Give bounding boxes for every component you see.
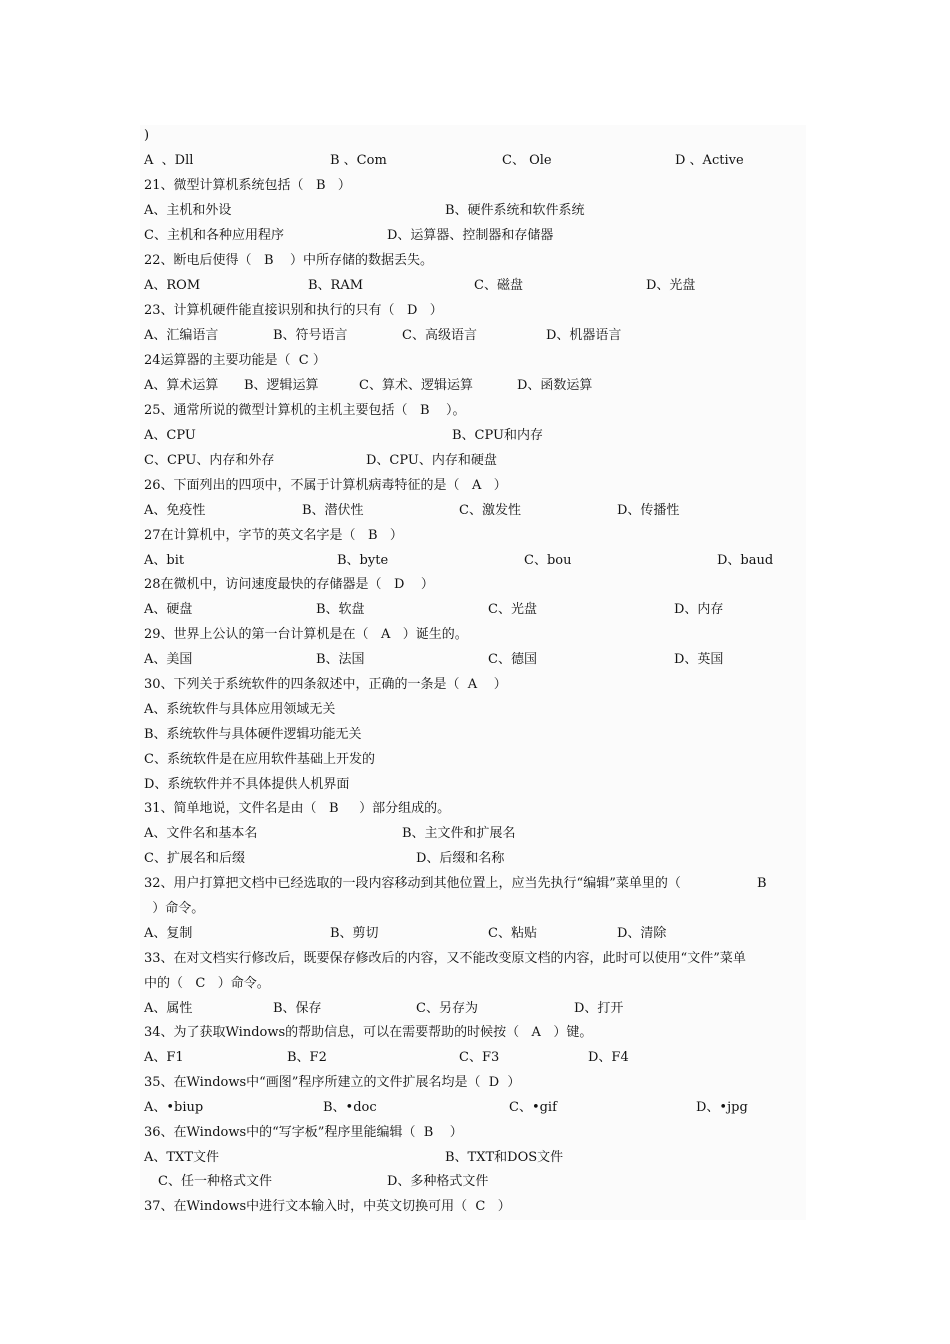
option: C、高级语言 bbox=[402, 328, 477, 343]
question-text: 32、用户打算把文档中已经选取的一段内容移动到其他位置上，应当先执行“编辑”菜单里的（ bbox=[144, 876, 681, 891]
option: B、剪切 bbox=[330, 926, 379, 941]
option: B 、Com bbox=[330, 153, 387, 168]
option: C、bou bbox=[524, 553, 572, 568]
options-line bbox=[144, 824, 516, 844]
option: D、机器语言 bbox=[546, 328, 622, 343]
option: A、ROM bbox=[144, 278, 201, 293]
option: D、多种格式文件 bbox=[387, 1174, 489, 1189]
options-line bbox=[144, 326, 622, 346]
question: 22、断电后使得（ B ）中所存储的数据丢失。 bbox=[144, 253, 434, 268]
question bbox=[144, 874, 767, 894]
option: B、RAM bbox=[308, 278, 364, 293]
text-line: C、系统软件是在应用软件基础上开发的 bbox=[144, 752, 375, 767]
text-line: ) bbox=[144, 128, 150, 143]
question: 35、在Windows中“画图”程序所建立的文件扩展名均是（ D ） bbox=[144, 1075, 521, 1090]
question: 33、在对文档实行修改后，既要保存修改后的内容，又不能改变原文档的内容，此时可以使用“文件”菜单 bbox=[144, 951, 746, 966]
options-line bbox=[144, 1148, 564, 1168]
question: 23、计算机硬件能直接识别和执行的只有（ D ） bbox=[144, 303, 443, 318]
text-line: ）命令。 bbox=[144, 901, 205, 916]
option: D、传播性 bbox=[617, 503, 680, 518]
option: C、•gif bbox=[509, 1100, 557, 1115]
option: C、F3 bbox=[459, 1050, 500, 1065]
options-line bbox=[144, 1098, 748, 1118]
option: C、算术、逻辑运算 bbox=[359, 378, 473, 393]
option: B、符号语言 bbox=[273, 328, 348, 343]
text-line: A、系统软件与具体应用领域无关 bbox=[144, 702, 336, 717]
option: C、磁盘 bbox=[474, 278, 523, 293]
options-line bbox=[144, 1172, 489, 1192]
option: B、软盘 bbox=[316, 602, 365, 617]
option: A、TXT文件 bbox=[144, 1150, 219, 1165]
option: A、属性 bbox=[144, 1001, 193, 1016]
option: D、CPU、内存和硬盘 bbox=[366, 453, 497, 468]
option: B、逻辑运算 bbox=[244, 378, 319, 393]
option: B、•doc bbox=[323, 1100, 377, 1115]
option: B、潜伏性 bbox=[302, 503, 364, 518]
question: 37、在Windows中进行文本输入时，中英文切换可用（ C ） bbox=[144, 1199, 511, 1214]
option: B、byte bbox=[337, 553, 389, 568]
option: D、清除 bbox=[617, 926, 667, 941]
options-line bbox=[144, 201, 585, 221]
option: A、硬盘 bbox=[144, 602, 193, 617]
option: A 、Dll bbox=[144, 153, 194, 168]
option: C、光盘 bbox=[488, 602, 537, 617]
option: D、光盘 bbox=[646, 278, 696, 293]
option: B、主文件和扩展名 bbox=[402, 826, 516, 841]
options-line bbox=[144, 849, 505, 869]
options-line bbox=[144, 276, 696, 296]
option: D、baud bbox=[717, 553, 774, 568]
option: C、主机和各种应用程序 bbox=[144, 228, 284, 243]
option: D、后缀和名称 bbox=[416, 851, 505, 866]
option: D、英国 bbox=[674, 652, 724, 667]
option: A、免疫性 bbox=[144, 503, 206, 518]
option: A、F1 bbox=[144, 1050, 184, 1065]
options-line bbox=[144, 501, 680, 521]
options-line bbox=[144, 1048, 629, 1068]
option: D、•jpg bbox=[696, 1100, 748, 1115]
option: B、保存 bbox=[273, 1001, 322, 1016]
options-line bbox=[144, 426, 543, 446]
options-line bbox=[144, 650, 724, 670]
options-line bbox=[144, 226, 554, 246]
option: A、算术运算 bbox=[144, 378, 219, 393]
option: A、•biup bbox=[144, 1100, 204, 1115]
question: 36、在Windows中的“写字板”程序里能编辑（ B ） bbox=[144, 1125, 463, 1140]
option: C、 Ole bbox=[502, 153, 552, 168]
option: A、美国 bbox=[144, 652, 193, 667]
question: 34、为了获取Windows的帮助信息，可以在需要帮助的时候按（ A ）键。 bbox=[144, 1025, 593, 1040]
option: D、运算器、控制器和存储器 bbox=[387, 228, 554, 243]
question: 24运算器的主要功能是（ C ） bbox=[144, 353, 326, 368]
option: B、CPU和内存 bbox=[452, 428, 543, 443]
answer: B bbox=[757, 876, 767, 891]
option: D 、Active bbox=[675, 153, 744, 168]
options-line bbox=[144, 551, 774, 571]
question: 27在计算机中，字节的英文名字是（ B ） bbox=[144, 528, 403, 543]
option: A、主机和外设 bbox=[144, 203, 232, 218]
question: 28在微机中，访问速度最快的存储器是（ D ） bbox=[144, 577, 434, 592]
option: B、F2 bbox=[287, 1050, 327, 1065]
option: A、bit bbox=[144, 553, 185, 568]
option: A、CPU bbox=[144, 428, 196, 443]
option: C、CPU、内存和外存 bbox=[144, 453, 275, 468]
options-line bbox=[144, 924, 667, 944]
options-line bbox=[144, 376, 593, 396]
text-line: 中的（ C ）命令。 bbox=[144, 976, 270, 991]
options-line bbox=[144, 600, 724, 620]
text-line: B、系统软件与具体硬件逻辑功能无关 bbox=[144, 727, 362, 742]
option: A、汇编语言 bbox=[144, 328, 219, 343]
option: B、法国 bbox=[316, 652, 365, 667]
options-line bbox=[144, 999, 624, 1019]
option: B、硬件系统和软件系统 bbox=[445, 203, 585, 218]
option: C、另存为 bbox=[416, 1001, 478, 1016]
option: C、德国 bbox=[488, 652, 537, 667]
options-line bbox=[144, 151, 744, 171]
option: D、函数运算 bbox=[517, 378, 593, 393]
option: D、F4 bbox=[588, 1050, 629, 1065]
option: C、任一种格式文件 bbox=[158, 1174, 272, 1189]
question: 31、简单地说，文件名是由（ B ）部分组成的。 bbox=[144, 801, 451, 816]
question: 29、世界上公认的第一台计算机是在（ A ）诞生的。 bbox=[144, 627, 468, 642]
option: A、复制 bbox=[144, 926, 193, 941]
option: D、内存 bbox=[674, 602, 724, 617]
option: A、文件名和基本名 bbox=[144, 826, 258, 841]
options-line bbox=[144, 451, 497, 471]
option: B、TXT和DOS文件 bbox=[445, 1150, 564, 1165]
option: D、打开 bbox=[574, 1001, 624, 1016]
question: 21、微型计算机系统包括（ B ） bbox=[144, 178, 351, 193]
question: 25、通常所说的微型计算机的主机主要包括（ B ）。 bbox=[144, 403, 466, 418]
option: C、激发性 bbox=[459, 503, 521, 518]
question: 26、下面列出的四项中，不属于计算机病毒特征的是（ A ） bbox=[144, 478, 507, 493]
option: C、粘贴 bbox=[488, 926, 537, 941]
question: 30、下列关于系统软件的四条叙述中，正确的一条是（ A ） bbox=[144, 677, 507, 692]
option: C、扩展名和后缀 bbox=[144, 851, 245, 866]
text-line: D、系统软件并不具体提供人机界面 bbox=[144, 777, 350, 792]
